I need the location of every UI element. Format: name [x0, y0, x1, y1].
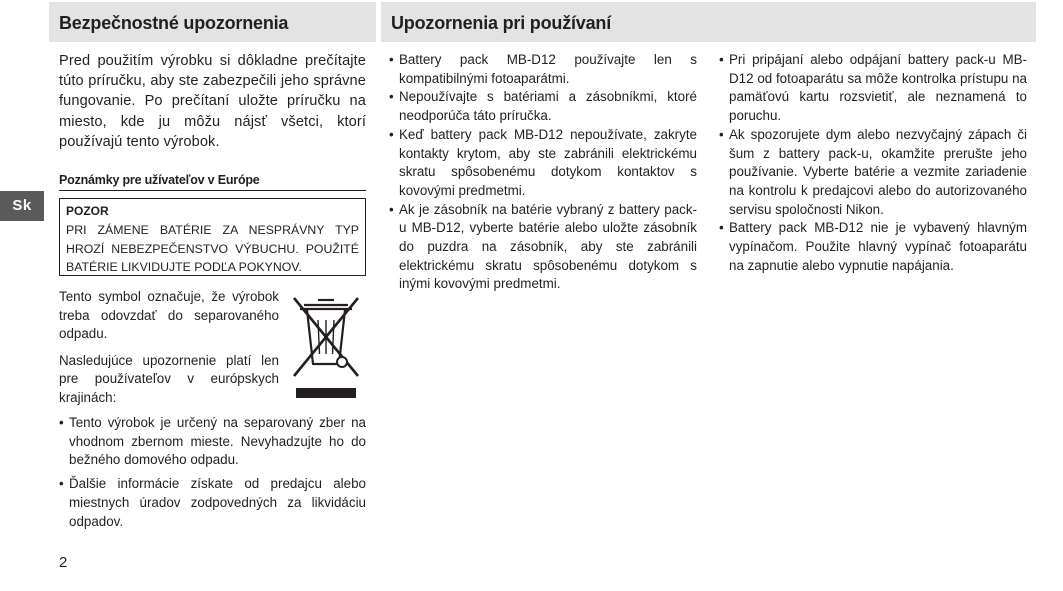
usage-bullets-a	[389, 51, 697, 294]
caution-box	[59, 198, 366, 276]
list-item: • Battery pack MB-D12 používajte len s kompatibilnými fotoaparátmi.	[389, 51, 697, 88]
caution-title: POZOR	[66, 204, 109, 219]
weee-symbol-note: Tento symbol označuje, že výrobok treba odovzdať do separovaného odpadu.	[59, 289, 279, 342]
usage-header: Upozornenia pri používaní	[381, 2, 1036, 42]
list-item: • Keď battery pack MB-D12 nepoužívate, zakryte kontakty krytom, aby ste zabránili elektrickému skratu spôsobenému dotykom kontaktov s kovovými predmetmi.	[389, 126, 697, 201]
safety-intro: Pred použitím výrobku si dôkladne prečítajte túto príručku, aby ste zabezpečili jeho správne fungovanie. Po prečítaní uložte príručku na miesto, kde ju môžu nájsť všetci, ktorí používajú tento výrobok.	[59, 53, 366, 150]
safety-header: Bezpečnostné upozornenia	[49, 2, 376, 42]
weee-applicability-note: Nasledujúce upozornenie platí len pre používateľov v európskych krajinách:	[59, 352, 279, 405]
list-item: • Ak spozorujete dym alebo nezvyčajný zápach či šum z battery pack-u, okamžite prerušte jeho používanie. Vyberte batérie a vezmite zariadenie na kontrolu k predajcovi alebo do autorizovaného servisu spoločnosti Nikon.	[719, 126, 1027, 220]
weee-section	[59, 288, 366, 414]
weee-bullet-list	[59, 414, 366, 531]
list-item: • Ak je zásobník na batérie vybraný z battery pack-u MB-D12, vyberte batérie alebo uložte zásobník do puzdra na zásobník, aby ste zabránili elektrickému skratu spôsobenému dotykom s inými kovovými predmetmi.	[389, 201, 697, 295]
crossed-bin-icon	[290, 292, 362, 402]
language-tab: Sk	[0, 191, 44, 221]
usage-column-b	[719, 51, 1027, 275]
weee-text	[59, 288, 279, 408]
list-item: • Ďalšie informácie získate od predajcu alebo miestnych úradov zodpovedných za likvidáciu odpadov.	[59, 475, 366, 531]
safety-column	[59, 51, 366, 536]
usage-column-a	[389, 51, 697, 294]
list-item: • Tento výrobok je určený na separovaný zber na vhodnom zbernom mieste. Nevyhadzujte ho do bežného domového odpadu.	[59, 414, 366, 470]
caution-text: PRI ZÁMENE BATÉRIE ZA NESPRÁVNY TYP HROZÍ NEBEZPEČENSTVO VÝBUCHU. POUŽITÉ BATÉRIE LIKVIDUJTE PODĽA POKYNOV.	[66, 223, 359, 275]
list-item: • Nepoužívajte s batériami a zásobníkmi, ktoré neodporúča táto príručka.	[389, 88, 697, 125]
list-item: • Pri pripájaní alebo odpájaní battery pack-u MB-D12 od fotoaparátu sa môže kontrolka prístupu na pamäťovú kartu rozsvietiť, ale neznamená to poruchu.	[719, 51, 1027, 126]
usage-bullets-b	[719, 51, 1027, 275]
europe-notes-heading: Poznámky pre užívateľov v Európe	[59, 172, 366, 191]
list-item: • Battery pack MB-D12 nie je vybavený hlavným vypínačom. Použite hlavný vypínač fotoaparátu na zapnutie alebo vypnutie napájania.	[719, 219, 1027, 275]
page-number: 2	[59, 554, 68, 571]
